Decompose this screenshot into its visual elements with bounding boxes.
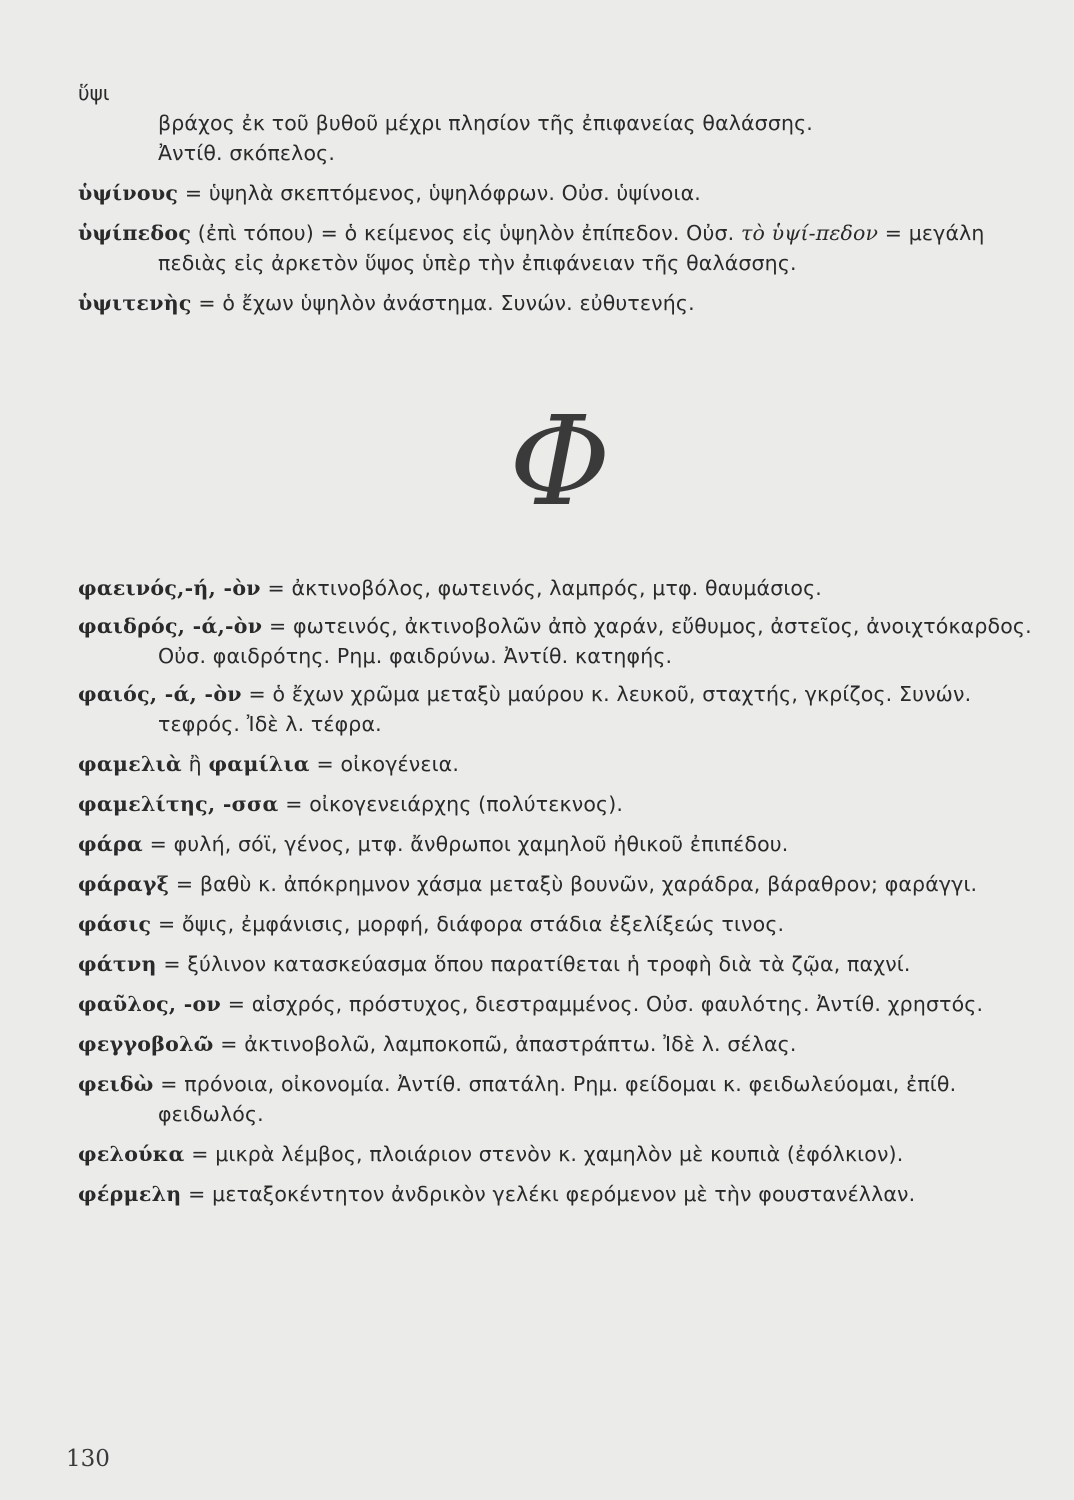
- headword: φαμίλια: [208, 752, 310, 776]
- headword: φαιός, -ά, -ὸν: [78, 682, 242, 706]
- definition: = ὄψις, ἐμφάνισις, μορφή, διάφορα στάδια ἐξελίξεώς τινος.: [151, 912, 785, 936]
- headword: φάσις: [78, 912, 152, 936]
- headword: φαῦλος, -ον: [78, 992, 222, 1016]
- headword: φαμελιὰ: [78, 752, 182, 776]
- definition: = ὁ ἔχων ὑψηλὸν ἀνάστημα. Συνών. εὐθυτενής.: [191, 291, 695, 315]
- section-letter: Φ: [509, 390, 611, 534]
- dictionary-entry: [78, 949, 1038, 979]
- upper-entries: [78, 178, 1038, 318]
- headword: ὑψίπεδος: [78, 221, 192, 245]
- dictionary-entry: [78, 909, 1038, 939]
- definition: = φωτεινός, ἀκτινοβολῶν ἀπὸ χαράν, εὔθυμος, ἀστεῖος, ἀνοιχτόκαρδος. Οὐσ. φαιδρότης. Ρημ. φαιδρύνω. Ἀντίθ. κατηφής.: [158, 614, 1032, 668]
- dictionary-entry: [78, 869, 1038, 899]
- dictionary-entry: [78, 679, 1038, 739]
- headword: φελούκα: [78, 1142, 185, 1166]
- continued-entry: [78, 78, 1038, 168]
- definition: = βαθὺ κ. ἀπόκρημνον χάσμα μεταξὺ βουνῶν, χαράδρα, βάραθρον; φαράγγι.: [169, 872, 978, 896]
- definition: = ἀκτινοβολῶ, λαμποκοπῶ, ἀπαστράπτω. Ἰδὲ λ. σέλας.: [213, 1032, 797, 1056]
- dictionary-entry: [78, 749, 1038, 779]
- phi-entries: [78, 573, 1038, 1209]
- headword: φάρα: [78, 832, 143, 856]
- headword: φάραγξ: [78, 872, 170, 896]
- connector: ἢ: [181, 752, 209, 776]
- definition: = φυλή, σόϊ, γένος, μτφ. ἄνθρωποι χαμηλοῦ ἠθικοῦ ἐπιπέδου.: [142, 832, 789, 856]
- continued-headword: ὕψι: [78, 81, 110, 105]
- definition: = ἀκτινοβόλος, φωτεινός, λαμπρός, μτφ. θαυμάσιος.: [260, 576, 822, 600]
- dictionary-entry: [78, 1139, 1038, 1169]
- definition: (ἐπὶ τόπου) = ὁ κείμενος εἰς ὑψηλὸν ἐπίπεδον. Οὐσ.: [191, 221, 741, 245]
- dictionary-entry: [78, 829, 1038, 859]
- definition: = μεταξοκέντητον ἀνδρικὸν γελέκι φερόμενον μὲ τὴν φουστανέλλαν.: [181, 1182, 916, 1206]
- dictionary-entry: [78, 1179, 1038, 1209]
- headword: φέρμελη: [78, 1182, 182, 1206]
- dictionary-entry: [78, 1029, 1038, 1059]
- continued-definition-line: βράχος ἐκ τοῦ βυθοῦ μέχρι πλησίον τῆς ἐπιφανείας θαλάσσης.: [158, 111, 813, 135]
- dictionary-entry: [78, 218, 1038, 278]
- headword: φάτνη: [78, 952, 157, 976]
- dictionary-entry: [78, 1069, 1038, 1129]
- headword: φαιδρός, -ά,-ὸν: [78, 614, 263, 638]
- dictionary-entry: [78, 288, 1038, 318]
- definition: = ὑψηλὰ σκεπτόμενος, ὑψηλόφρων. Οὐσ. ὑψίνοια.: [178, 181, 701, 205]
- definition: = μεγάλη πεδιὰς εἰς ἀρκετὸν ὕψος ὑπὲρ τὴν ἐπιφάνειαν τῆς θαλάσσης.: [158, 221, 985, 275]
- dictionary-entry: [78, 611, 1038, 671]
- definition: = ξύλινον κατασκεύασμα ὅπου παρατίθεται ἡ τροφὴ διὰ τὰ ζῷα, παχνί.: [156, 952, 911, 976]
- definition: = μικρὰ λέμβος, πλοιάριον στενὸν κ. χαμηλὸν μὲ κουπιὰ (ἐφόλκιον).: [184, 1142, 904, 1166]
- definition: = οἰκογενειάρχης (πολύτεκνος).: [278, 792, 624, 816]
- page-number: 130: [66, 1446, 110, 1472]
- headword: φεγγοβολῶ: [78, 1032, 214, 1056]
- dictionary-entry: [78, 789, 1038, 819]
- definition: = ὁ ἔχων χρῶμα μεταξὺ μαύρου κ. λευκοῦ, σταχτής, γκρίζος. Συνών. τεφρός. Ἰδὲ λ. τέφρα.: [158, 682, 972, 736]
- dictionary-entry: [78, 573, 1038, 603]
- definition: = πρόνοια, οἰκονομία. Ἀντίθ. σπατάλη. Ρημ. φείδομαι κ. φειδωλεύομαι, ἐπίθ. φειδωλός.: [153, 1072, 957, 1126]
- headword: ὑψιτενὴς: [78, 291, 192, 315]
- definition: = οἰκογένεια.: [309, 752, 459, 776]
- definition-italic: τὸ ὑψί-πεδον: [740, 221, 879, 245]
- dictionary-entry: [78, 178, 1038, 208]
- dictionary-entry: [78, 989, 1038, 1019]
- continued-definition-line: Ἀντίθ. σκόπελος.: [158, 141, 335, 165]
- headword: φαεινός,-ή, -ὸν: [78, 576, 261, 600]
- definition: = αἰσχρός, πρόστυχος, διεστραμμένος. Οὐσ. φαυλότης. Ἀντίθ. χρηστός.: [221, 992, 984, 1016]
- headword: φαμελίτης, -σσα: [78, 792, 279, 816]
- headword: φειδὼ: [78, 1072, 154, 1096]
- headword: ὑψίνους: [78, 181, 179, 205]
